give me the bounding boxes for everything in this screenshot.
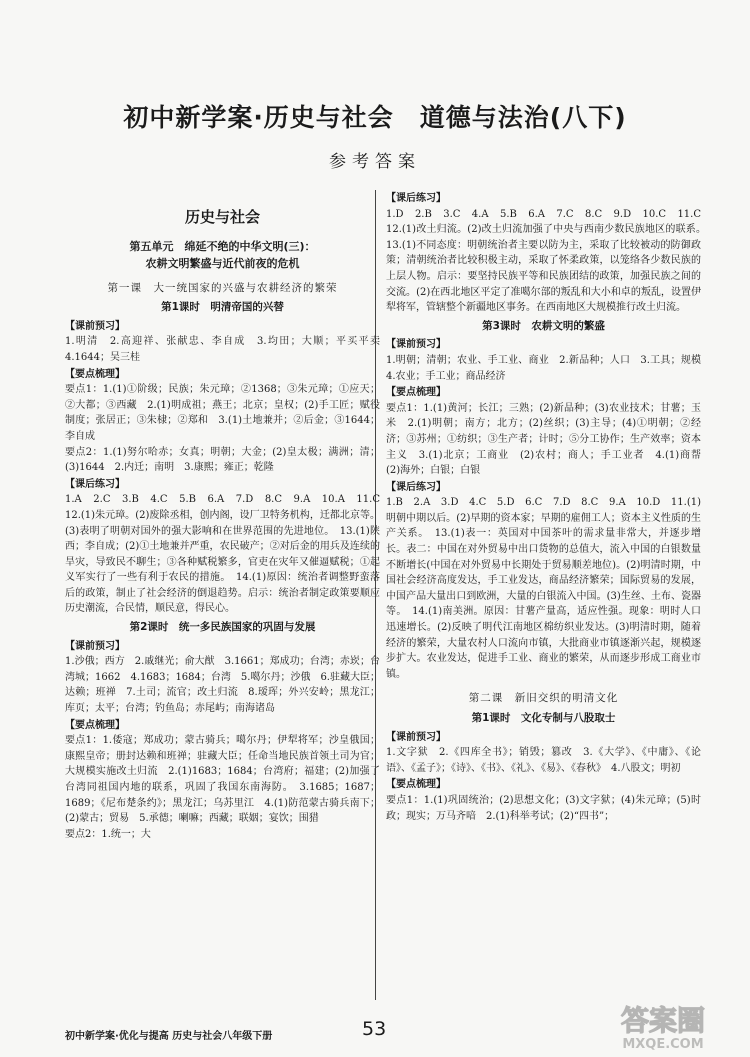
answer-block: 1.沙俄；西方 2.戚继光；俞大猷 3.1661；郑成功；台湾；赤崁；台湾城；1662 4.1683；1684；台湾 5.噶尔丹；沙俄 6.驻藏大臣；达赖；班禅 7.土司；流官；改土归流 8.瑷珲；外兴安岭；黑龙江；库页；太平；台湾；钓鱼岛；赤尾屿；南海诸岛 bbox=[65, 656, 380, 715]
answer-block: 1.文字狱 2.《四库全书》；销毁；篡改 3.《大学》、《中庸》、《论语》、《孟子》；《诗》、《书》、《礼》、《易》、《春秋》 4.八股文；明初 bbox=[386, 747, 701, 774]
period-4-title: 第1课时 文化专制与八股取士 bbox=[471, 712, 616, 724]
page-title: 初中新学案·历史与社会 道德与法治(八下) bbox=[123, 103, 627, 132]
watermark-text: 答案圈 bbox=[620, 1004, 706, 1037]
tag-sort: 【要点梳理】 bbox=[65, 368, 125, 380]
tag-practice: 【课后练习】 bbox=[386, 481, 446, 493]
answer-block: 1.A 2.C 3.B 4.C 5.B 6.A 7.D 8.C 9.A 10.A 11.C 12.(1)朱元璋。(2)废除丞相，创内阁，设厂卫特务机构，迁都北京等。(3)表明了明朝对国外的强大影响和在世界范围的先进地位。 13.(1)陕西；李自成；(2)①土地兼并严重，农民破产；②对后金的用兵及连续的旱灾，导致民不聊生；③各种赋税繁多，官吏在灾年又催逼赋税；①起义军实行了一些有利于农民的措施。 14.(1)原因：统治者调整野蛮落后的政策，制止了社会经济的倒退趋势。启示：统治者制定政策要顺应历史潮流，合民情，顺民意，得民心。 bbox=[65, 494, 390, 615]
footer-book-title: 初中新学案·优化与提高 历史与社会八年级下册 bbox=[65, 1031, 273, 1042]
tag-preview: 【课前预习】 bbox=[386, 731, 446, 743]
answer-block: 要点2：1.统一；大 bbox=[65, 828, 151, 840]
watermark-url: MXQE.COM bbox=[622, 1037, 704, 1052]
unit-title-line-2: 农耕文明繁盛与近代前夜的危机 bbox=[145, 256, 300, 270]
tag-practice: 【课后练习】 bbox=[386, 193, 446, 204]
answer-block: 要点1：1.(1)①阶级；民族；朱元璋；②1368；③朱元璋；①应天；②大都；③西藏 2.(1)明成祖；燕王；北京；皇权；(2)手工匠；赋役制度；张居正；③朱棣；②郑和 3.(1)土地兼并；②后金；③1644；李自成 bbox=[65, 384, 380, 442]
answer-block: 1.D 2.B 3.C 4.A 5.B 6.A 7.C 8.C 9.D 10.C 11.C 12.(1)改土归流。(2)改土归流加强了中央与西南少数民族地区的联系。 13.(1)不同态度：明朝统治者主要以防为主，采取了比较被动的防御政策；清朝统治者比较积极主动，采取了怀柔政策，以笼络各少数民族的上层人物。启示：要坚持民族平等和民族团结的政策，加强民族之间的交流。(2)在西北地区平定了准噶尔部的叛乱和大小和卓的叛乱，设置伊犁将军，管辖整个新疆地区事务。在西南地区大规模推行改土归流。 bbox=[386, 208, 711, 314]
tag-sort: 【要点梳理】 bbox=[386, 779, 446, 791]
answer-block: 1.B 2.A 3.D 4.C 5.D 6.C 7.D 8.C 9.A 10.D 11.(1)明朝中期以后。(2)早期的资本家；早期的雇佣工人；资本主义性质的生产关系。 13.(1)表一：英国对中国茶叶的需求量非常大，并逐步增长。表二：中国在对外贸易中出口货物的总值大，流入中国的白银数量不断增长(中国在对外贸易中长期处于贸易顺差地位)。(2)明清时期，中国社会经济高度发达，手工业发达，商品经济繁荣；国际贸易的发展，中国产品大量出口到欧洲，大量的白银流入中国。(3)生丝、土布、瓷器等。 14.(1)南美洲。原因：甘薯产量高，适应性强。现象：明时人口迅速增长。(2)反映了明代江南地区棉纺织业发达。(3)明清时期，随着经济的繁荣，大量农村人口流向市镇，大批商业市镇逐渐兴起，规模逐步扩大。农业发达，促进手工业、商业的繁荣，从而逐步形成工商业市镇。 bbox=[386, 497, 701, 680]
left-column bbox=[65, 186, 390, 842]
unit-title-line-1: 第五单元 绵延不绝的中华文明(三)： bbox=[129, 239, 316, 253]
tag-preview: 【课前预习】 bbox=[65, 640, 125, 652]
tag-sort: 【要点梳理】 bbox=[386, 387, 446, 399]
answer-block: 要点1：1.(1)黄河；长江；三熟；(2)新品种；(3)农业技术；甘薯；玉米 2.(1)明朝；南方；北方；(2)丝织；(3)主导；(4)①明朝；②经济；③苏州；①纺织；③生产者；计时；⑤分工协作；生产效率；资本主义 3.(1)北京；工商业 (2)农村；商人；手工业者 4.(1)商帮 (2)海外；白银；白银 bbox=[386, 402, 711, 477]
tag-preview: 【课前预习】 bbox=[386, 339, 446, 351]
section-title: 历史与社会 bbox=[184, 208, 260, 226]
tag-preview: 【课前预习】 bbox=[65, 320, 125, 332]
tag-practice: 【课后练习】 bbox=[65, 478, 125, 490]
period-3-title: 第3课时 农耕文明的繁盛 bbox=[482, 319, 605, 332]
answer-block: 1.明朝；清朝；农业、手工业、商业 2.新品种；人口 3.工具；规模 4.农业；手工业；商品经济 bbox=[386, 354, 711, 382]
answer-block: 要点1：1.(1)巩固统治；(2)思想文化；(3)文字狱；(4)朱元璋；(5)时政；现实；万马齐喑 2.(1)科举考试；(2)“四书”； bbox=[386, 794, 701, 822]
lesson-2-title: 第二课 新旧交织的明清文化 bbox=[468, 692, 619, 705]
answer-block: 1.明清 2.高迎祥、张献忠、李自成 3.均田；大顺；平买平卖 4.1644；吴三桂 bbox=[65, 336, 390, 363]
right-column bbox=[386, 190, 711, 824]
watermark-logo bbox=[588, 1000, 738, 1052]
answer-block: 要点2：1.(1)努尔哈赤；女真；明朝；大金；(2)皇太极；满洲；清；(3)1644 2.内迁；南明 3.康熙；雍正；乾隆 bbox=[65, 446, 380, 474]
tag-sort: 【要点梳理】 bbox=[65, 719, 125, 731]
lesson-1-title: 第一课 大一统国家的兴盛与农耕经济的繁荣 bbox=[107, 281, 338, 294]
period-2-title: 第2课时 统一多民族国家的巩固与发展 bbox=[129, 621, 316, 634]
page-subtitle: 参考答案 bbox=[329, 152, 421, 172]
page-number: 53 bbox=[362, 1018, 387, 1040]
answer-block: 要点1：1.倭寇；郑成功；蒙古骑兵；噶尔丹；伊犁将军；沙皇俄国；康熙皇帝；册封达赖和班禅；驻藏大臣；任命当地民族首领土司为官；大规模实施改土归流 2.(1)1683；1684；台湾府；福建；(2)加强了台湾同祖国内地的联系，巩固了我国东南海防。 3.1685；1687；1689；《尼布楚条约》；黑龙江；乌苏里江 4.(1)防范蒙古骑兵南下；(2)蒙古；贸易 5.承德；喇嘛；西藏；联姻；宴饮；围猎 bbox=[65, 735, 380, 825]
period-1-title: 第1课时 明清帝国的兴替 bbox=[161, 301, 284, 314]
